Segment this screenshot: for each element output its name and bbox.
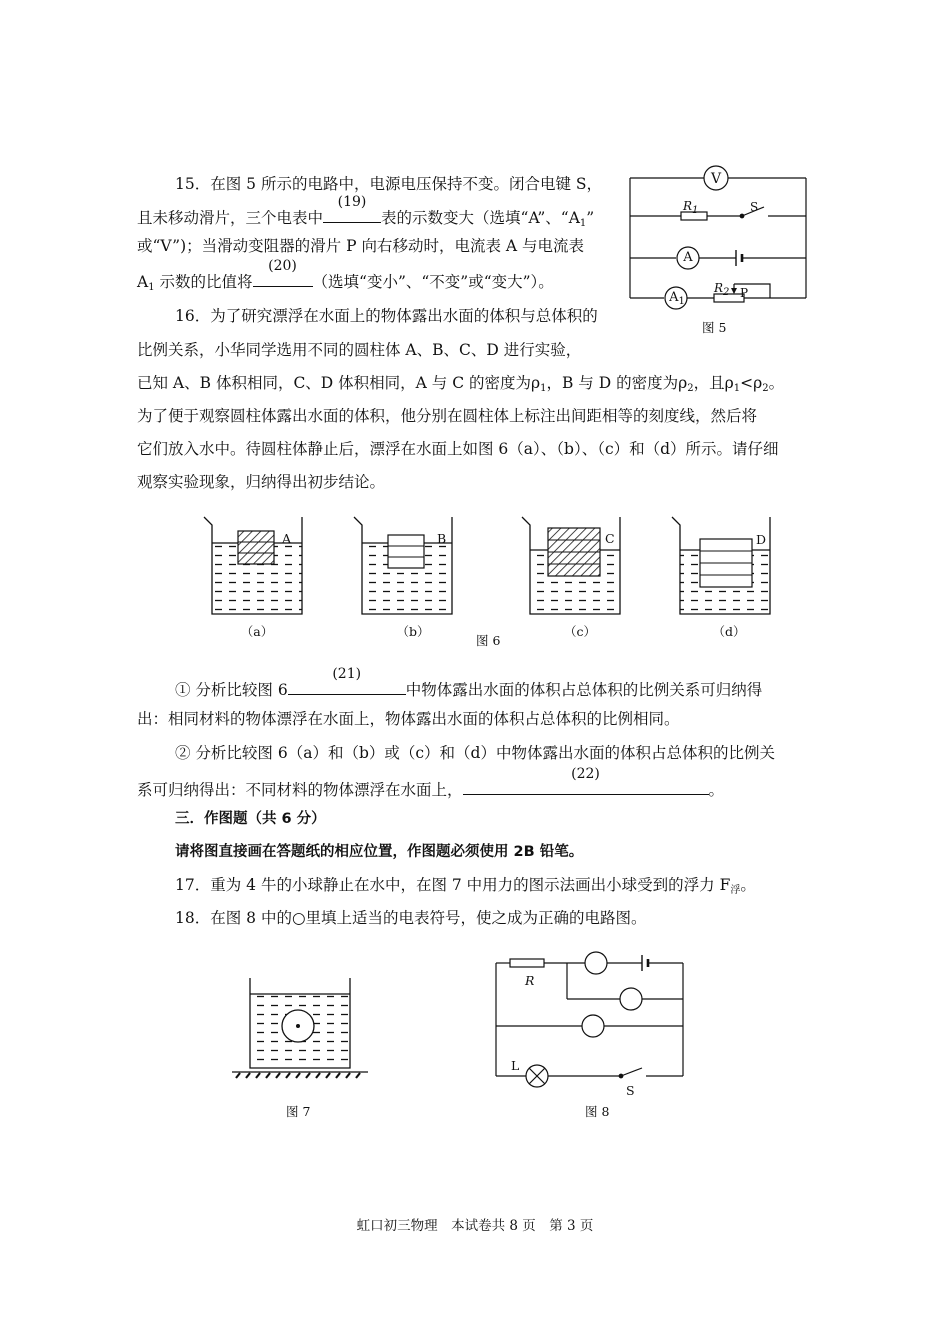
fig6-subcaption-b: （b） xyxy=(396,624,430,639)
fig5-ammeter-label: A xyxy=(683,250,693,265)
q16-line2: 比例关系，小华同学选用不同的圆柱体 A、B、C、D 进行实验， xyxy=(137,341,582,359)
fig5-r1-label: $R_1$ xyxy=(683,199,699,216)
fig5-ammeter1-label: $A_1$ xyxy=(669,290,685,307)
q18-text: 18．在图 8 中的○里填上适当的电表符号，使之成为正确的电路图。 xyxy=(175,909,647,927)
fig8-lamp-label: L xyxy=(511,1058,520,1073)
figure-8-circuit xyxy=(490,950,690,1090)
blank-20: (20) xyxy=(253,268,313,287)
q15-line2: 且未移动滑片，三个电表中 (19) 表的示数变大（选填“A”、“$A_1$” xyxy=(137,194,595,229)
fig6-subcaption-a: （a） xyxy=(240,624,274,639)
fig8-caption: 图 8 xyxy=(585,1104,610,1119)
fig5-voltmeter-label: V xyxy=(710,171,722,187)
q15-line4: $A_1$ 示数的比值将 (20) （选填“变小”、“不变”或“变大”）。 xyxy=(137,258,554,293)
fig7-caption: 图 7 xyxy=(286,1104,311,1119)
q15-line1: 15．在图 5 所示的电路中，电源电压保持不变。闭合电键 S， xyxy=(175,175,602,193)
q17-text: 17．重为 4 牛的小球静止在水中，在图 7 中用力的图示法画出小球受到的浮力 $F_浮$。 xyxy=(175,876,756,896)
fig5-caption: 图 5 xyxy=(702,320,727,335)
fig5-r2-label: $R_2$ xyxy=(714,281,730,298)
page-footer: 虹口初三物理 本试卷共 8 页 第 3 页 xyxy=(356,1218,594,1234)
fig6-subcaption-c: （c） xyxy=(563,624,596,639)
fig6-subcaption-d: （d） xyxy=(712,624,746,639)
fig5-switch-label: S xyxy=(750,200,759,214)
fig6-label-d: D xyxy=(756,532,767,547)
section3-instruction: 请将图直接画在答题纸的相应位置，作图题必须使用 2B 铅笔。 xyxy=(175,844,584,860)
q16-sub1-line1: ① 分析比较图 6 (21) 中物体露出水面的体积占总体积的比例关系可归纳得 xyxy=(175,666,763,699)
fig5-slider-label: P xyxy=(740,286,749,300)
blank-19: (19) xyxy=(323,204,381,223)
q16-sub2-line1: ② 分析比较图 6（a）和（b）或（c）和（d）中物体露出水面的体积占总体积的比例关 xyxy=(175,744,775,762)
fig8-r-label: R xyxy=(525,973,535,988)
blank-21: (21) xyxy=(288,676,406,695)
fig6-label-b: B xyxy=(437,531,447,546)
q16-sub1-line2: 出：相同材料的物体漂浮在水面上，物体露出水面的体积占总体积的比例相同。 xyxy=(137,710,680,728)
q16-line5: 它们放入水中。待圆柱体静止后，漂浮在水面上如图 6（a）、（b）、（c）和（d）所示。请仔细 xyxy=(137,440,779,458)
q16-line6: 观察实验现象，归纳得出初步结论。 xyxy=(137,473,386,491)
section3-title: 三．作图题（共 6 分） xyxy=(175,811,326,827)
blank-22: (22) xyxy=(463,776,709,795)
q16-sub2-line2: 系可归纳得出：不同材料的物体漂浮在水面上， (22) 。 xyxy=(137,766,725,799)
fig6-caption: 图 6 xyxy=(476,633,501,648)
fig8-switch-label: S xyxy=(626,1083,635,1098)
fig6-label-a: A xyxy=(282,531,292,546)
q16-line3: 已知 A、B 体积相同，C、D 体积相同，A 与 C 的密度为$\rho_1$，B 与 D 的密度为$\rho_2$，且$\rho_1<\rho_2$。 xyxy=(137,374,785,394)
q16-line1: 16．为了研究漂浮在水面上的物体露出水面的体积与总体积的 xyxy=(175,307,598,325)
q16-line4: 为了便于观察圆柱体露出水面的体积，他分别在圆柱体上标注出间距相等的刻度线，然后将 xyxy=(137,407,758,425)
q15-line3: 或“V”)；当滑动变阻器的滑片 P 向右移动时，电流表 A 与电流表 xyxy=(137,237,584,255)
figure-7-ball-in-water xyxy=(228,974,378,1084)
fig6-label-c: C xyxy=(605,531,615,546)
